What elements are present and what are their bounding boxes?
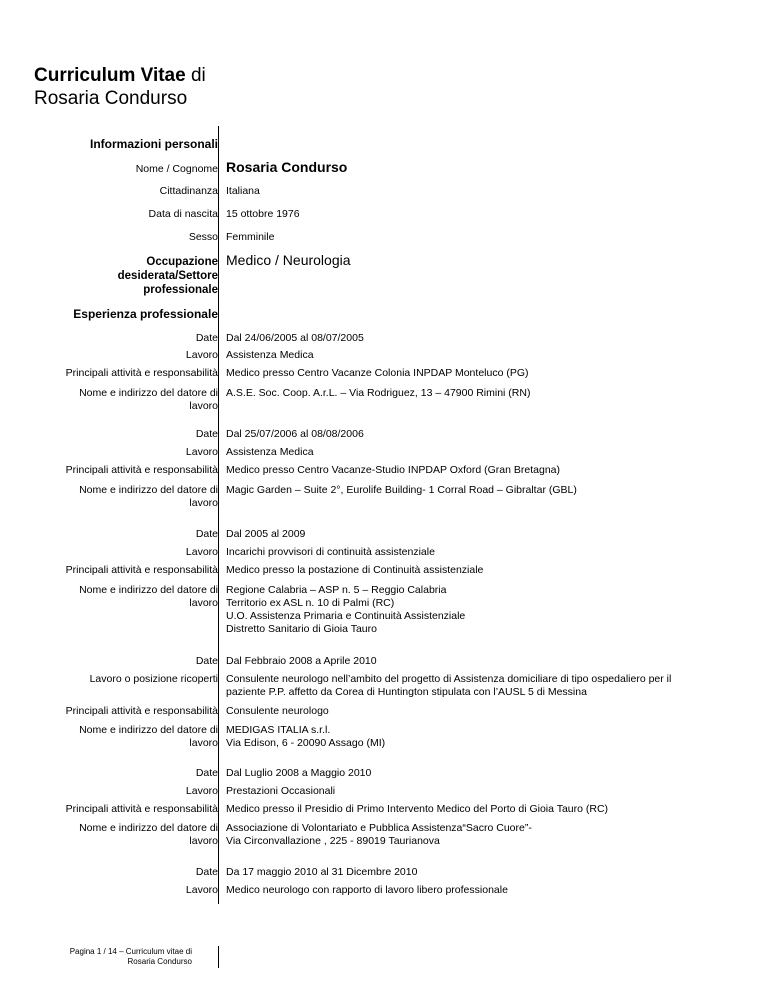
activity-label: Principali attività e responsabilità bbox=[65, 803, 218, 815]
employer-line: MEDIGAS ITALIA s.r.l. bbox=[226, 724, 331, 736]
footer-divider bbox=[218, 946, 219, 968]
employer-line: Regione Calabria – ASP n. 5 – Reggio Calabria bbox=[226, 584, 447, 596]
date-value: Dal Luglio 2008 a Maggio 2010 bbox=[226, 767, 372, 779]
date-value: Dal 24/06/2005 al 08/07/2005 bbox=[226, 332, 364, 344]
citizenship-label: Cittadinanza bbox=[159, 185, 218, 197]
employer-label bbox=[38, 484, 218, 510]
employer-label-line: lavoro bbox=[189, 497, 218, 509]
occupation-label-line: desiderata/Settore bbox=[117, 270, 218, 282]
column-divider bbox=[218, 126, 219, 904]
employer-label-line: lavoro bbox=[189, 597, 218, 609]
occupation-label bbox=[28, 255, 218, 297]
activity-label: Principali attività e responsabilità bbox=[65, 367, 218, 379]
job-label: Lavoro bbox=[185, 884, 218, 896]
job-value: Assistenza Medica bbox=[226, 446, 314, 458]
activity-value: Consulente neurologo bbox=[226, 705, 329, 717]
employer-line: Via Circonvallazione , 225 - 89019 Taurianova bbox=[226, 835, 440, 847]
job-label: Lavoro bbox=[185, 446, 218, 458]
sex-label: Sesso bbox=[188, 231, 218, 243]
activity-value: Medico presso la postazione di Continuità assistenziale bbox=[226, 564, 484, 576]
job-line: Consulente neurologo nell’ambito del progetto di Assistenza domiciliare di tipo ospedaliero per il bbox=[226, 673, 672, 685]
date-value: Dal 25/07/2006 al 08/08/2006 bbox=[226, 428, 364, 440]
section-personal-info: Informazioni personali bbox=[89, 137, 218, 151]
date-value: Dal Febbraio 2008 a Aprile 2010 bbox=[226, 655, 377, 667]
page-footer bbox=[32, 947, 192, 967]
activity-value: Medico presso Centro Vacanze Colonia INPDAP Monteluco (PG) bbox=[226, 367, 529, 379]
date-label: Date bbox=[195, 655, 218, 667]
activity-value: Medico presso Centro Vacanze-Studio INPDAP Oxford (Gran Bretagna) bbox=[226, 464, 561, 476]
activity-value: Medico presso il Presidio di Primo Intervento Medico del Porto di Gioia Tauro (RC) bbox=[226, 803, 609, 815]
employer-label-line: lavoro bbox=[189, 737, 218, 749]
date-label: Date bbox=[195, 528, 218, 540]
activity-label: Principali attività e responsabilità bbox=[65, 705, 218, 717]
name-value: Rosaria Condurso bbox=[226, 159, 348, 175]
employer-label bbox=[38, 584, 218, 610]
employer-line: Magic Garden – Suite 2°, Eurolife Building- 1 Corral Road – Gibraltar (GBL) bbox=[226, 484, 577, 496]
date-label: Date bbox=[195, 428, 218, 440]
employer-label-line: Nome e indirizzo del datore di bbox=[79, 484, 218, 496]
job-label: Lavoro o posizione ricoperti bbox=[89, 673, 218, 685]
employer-label bbox=[38, 724, 218, 750]
occupation-label-line: Occupazione bbox=[146, 256, 218, 268]
job-value: Incarichi provvisori di continuità assistenziale bbox=[226, 546, 435, 558]
employer-line: Associazione di Volontariato e Pubblica Assistenza“Sacro Cuore”- bbox=[226, 822, 532, 834]
employer-label bbox=[38, 822, 218, 848]
job-value: Prestazioni Occasionali bbox=[226, 785, 336, 797]
date-label: Date bbox=[195, 767, 218, 779]
cv-title-name: Rosaria Condurso bbox=[34, 88, 188, 109]
job-label: Lavoro bbox=[185, 546, 218, 558]
date-label: Date bbox=[195, 332, 218, 344]
employer-label-line: lavoro bbox=[189, 835, 218, 847]
date-label: Date bbox=[195, 866, 218, 878]
employer-label-line: Nome e indirizzo del datore di bbox=[79, 724, 218, 736]
occupation-value: Medico / Neurologia bbox=[226, 252, 351, 268]
cv-title bbox=[34, 64, 206, 110]
occupation-label-line: professionale bbox=[143, 284, 218, 296]
cv-title-suffix: di bbox=[185, 65, 206, 86]
activity-label: Principali attività e responsabilità bbox=[65, 564, 218, 576]
employer-label bbox=[38, 387, 218, 413]
employer-label-line: Nome e indirizzo del datore di bbox=[79, 822, 218, 834]
employer-label-line: Nome e indirizzo del datore di bbox=[79, 584, 218, 596]
employer-line: Territorio ex ASL n. 10 di Palmi (RC) bbox=[226, 597, 395, 609]
citizenship-value: Italiana bbox=[226, 185, 260, 197]
employer-label-line: Nome e indirizzo del datore di bbox=[79, 387, 218, 399]
birth-date-label: Data di nascita bbox=[148, 208, 218, 220]
job-value: Medico neurologo con rapporto di lavoro libero professionale bbox=[226, 884, 508, 896]
employer-line: U.O. Assistenza Primaria e Continuità Assistenziale bbox=[226, 610, 466, 622]
employer-line: A.S.E. Soc. Coop. A.r.L. – Via Rodriguez, 13 – 47900 Rimini (RN) bbox=[226, 387, 531, 399]
job-value bbox=[226, 673, 671, 699]
employer-line: Distretto Sanitario di Gioia Tauro bbox=[226, 623, 377, 635]
footer-page-info: Pagina 1 / 14 – Curriculum vitae di bbox=[69, 947, 192, 956]
date-value: Da 17 maggio 2010 al 31 Dicembre 2010 bbox=[226, 866, 418, 878]
section-experience: Esperienza professionale bbox=[73, 307, 218, 321]
name-label: Nome / Cognome bbox=[135, 163, 218, 175]
job-label: Lavoro bbox=[185, 349, 218, 361]
date-value: Dal 2005 al 2009 bbox=[226, 528, 306, 540]
employer-line: Via Edison, 6 - 20090 Assago (MI) bbox=[226, 737, 386, 749]
job-line: paziente P.P. affetto da Corea di Huntington stipulata con l’AUSL 5 di Messina bbox=[226, 686, 587, 698]
employer-value bbox=[226, 584, 465, 636]
birth-date-value: 15 ottobre 1976 bbox=[226, 208, 300, 220]
employer-value bbox=[226, 822, 532, 848]
cv-title-bold: Curriculum Vitae bbox=[34, 65, 186, 86]
activity-label: Principali attività e responsabilità bbox=[65, 464, 218, 476]
footer-name: Rosaria Condurso bbox=[127, 957, 192, 966]
employer-value bbox=[226, 724, 385, 750]
employer-value bbox=[226, 484, 577, 497]
job-value: Assistenza Medica bbox=[226, 349, 314, 361]
job-label: Lavoro bbox=[185, 785, 218, 797]
sex-value: Femminile bbox=[226, 231, 275, 243]
employer-value bbox=[226, 387, 530, 400]
employer-label-line: lavoro bbox=[189, 400, 218, 412]
